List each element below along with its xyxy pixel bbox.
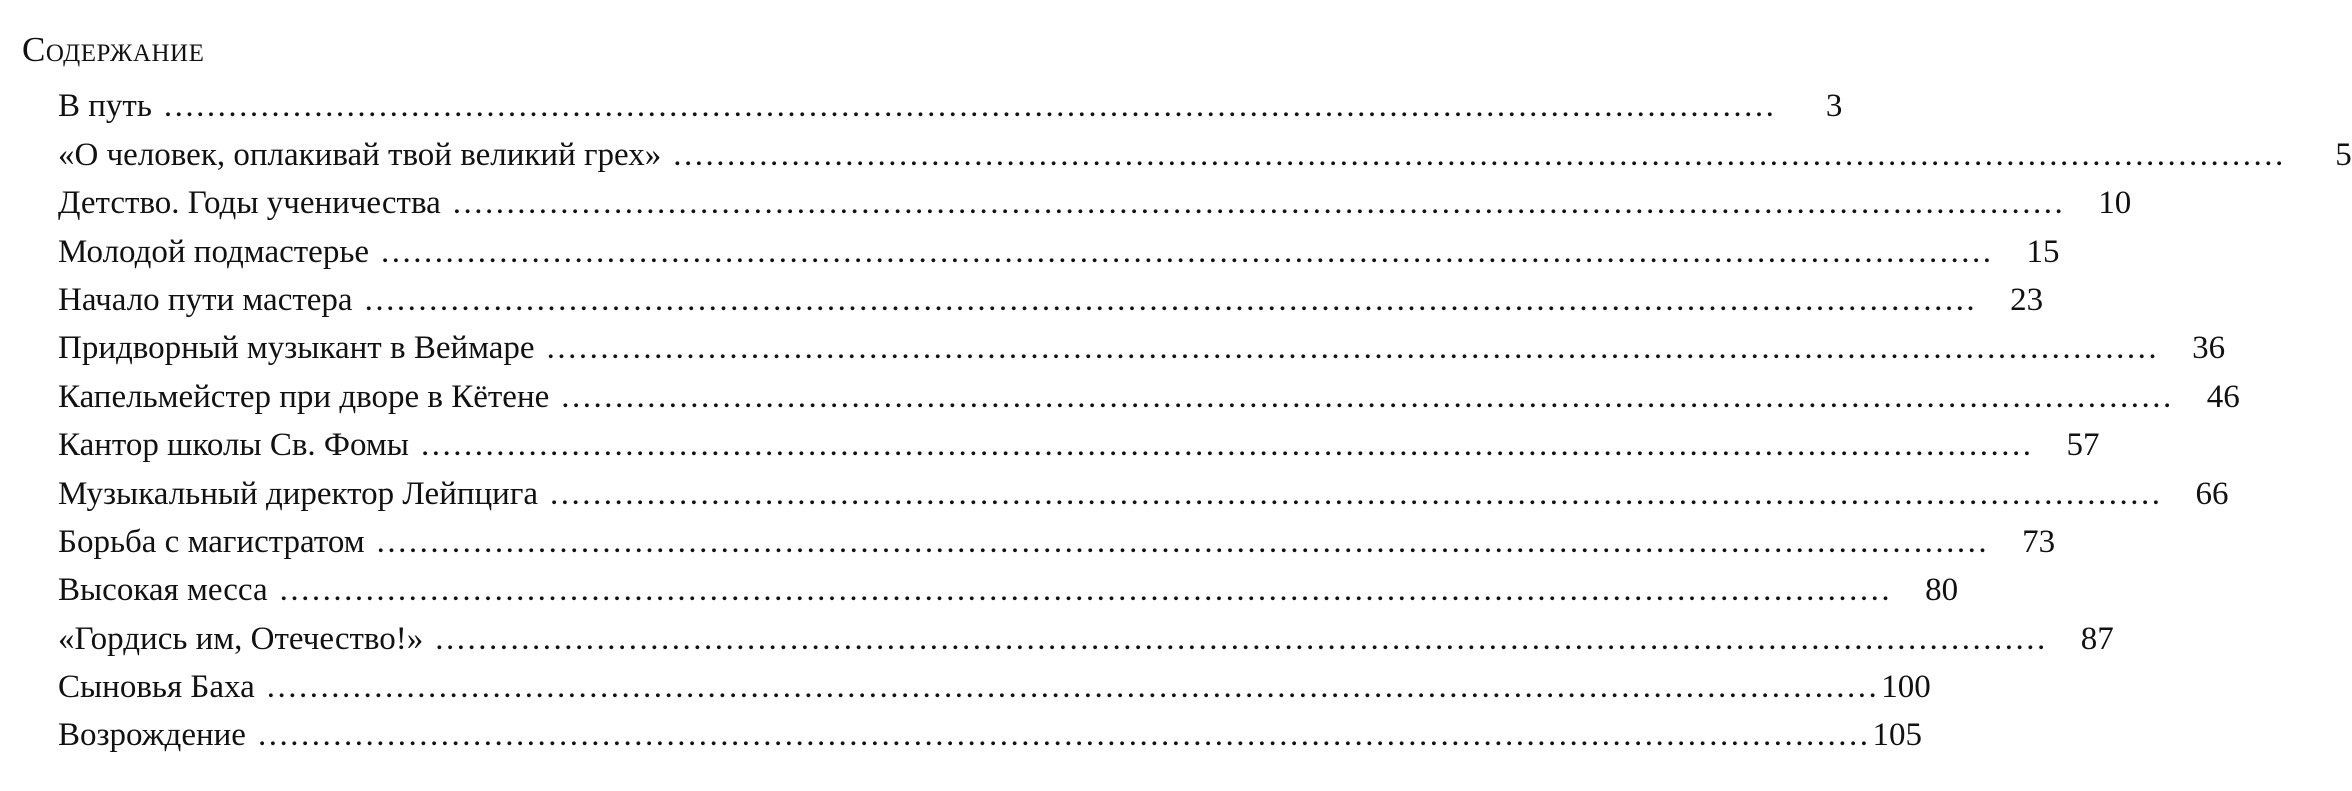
toc-page-number: 66 <box>2195 475 2229 512</box>
toc-page-number: 23 <box>2010 281 2044 318</box>
toc-page-number: 105 <box>1872 717 1922 754</box>
toc-entry[interactable] <box>58 562 1959 610</box>
toc-entry-title: Возрождение <box>58 717 246 754</box>
toc-entry[interactable] <box>58 514 2056 562</box>
toc-dot-leader: ...................................................................................................................................................... <box>163 88 1777 125</box>
toc-page-number: 73 <box>2022 523 2056 560</box>
toc-dot-leader: ...................................................................................................................................................... <box>435 620 2048 657</box>
toc-dot-leader: ...................................................................................................................................................... <box>546 330 2160 367</box>
toc-entry[interactable] <box>58 175 2132 223</box>
toc-dot-leader: ...................................................................................................................................................... <box>673 136 2286 173</box>
toc-entry-title: В путь <box>58 88 152 125</box>
toc-entry-title: Борьба с магистратом <box>58 523 365 560</box>
toc-entry-title: Высокая месса <box>58 572 268 609</box>
toc-dot-leader: ...................................................................................................................................................... <box>550 475 2163 512</box>
toc-entry[interactable] <box>58 465 2229 513</box>
toc-entry-title: «Гордись им, Отечество!» <box>58 620 424 657</box>
toc-entry[interactable] <box>58 78 1843 126</box>
toc-dot-leader: ...................................................................................................................................................... <box>364 281 1978 318</box>
toc-dot-leader: ...................................................................................................................................................... <box>420 427 2034 464</box>
toc-heading: Содержание <box>22 30 205 69</box>
toc-entry[interactable] <box>58 320 2226 368</box>
toc-dot-leader: ...................................................................................................................................................... <box>381 233 1994 270</box>
toc-page-number: 100 <box>1881 669 1931 706</box>
toc-page-number: 80 <box>1925 572 1959 609</box>
toc-entry[interactable] <box>58 272 2044 320</box>
toc-page-number: 10 <box>2098 185 2132 222</box>
toc-entry-title: Музыкальный директор Лейпцига <box>58 475 539 512</box>
toc-entry-title: Сыновья Баха <box>58 669 255 706</box>
toc-page-number: 15 <box>2026 233 2060 270</box>
toc-entry[interactable] <box>58 610 2114 658</box>
toc-page-number: 46 <box>2206 378 2240 415</box>
toc-entry-title: Начало пути мастера <box>58 281 353 318</box>
toc-page-number: 57 <box>2066 427 2100 464</box>
toc-list <box>58 78 2352 755</box>
toc-page-number: 5 <box>2335 136 2352 173</box>
toc-entry[interactable] <box>58 223 2060 271</box>
toc-entry-title: Кантор школы Св. Фомы <box>58 427 409 464</box>
toc-dot-leader: ...................................................................................................................................................... <box>266 669 1880 706</box>
toc-entry-title: Придворный музыкант в Веймаре <box>58 330 535 367</box>
toc-dot-leader: ...................................................................................................................................................... <box>452 185 2066 222</box>
toc-entry-title: Молодой подмастерье <box>58 233 370 270</box>
toc-entry[interactable] <box>58 659 1931 707</box>
toc-page-number: 3 <box>1825 88 1843 125</box>
toc-entry-title: Капельмейстер при дворе в Кётене <box>58 378 550 415</box>
toc-page-number: 87 <box>2080 620 2114 657</box>
toc-dot-leader: ...................................................................................................................................................... <box>257 717 1871 754</box>
toc-entry[interactable] <box>58 126 2352 174</box>
toc-page-number: 36 <box>2192 330 2226 367</box>
toc-entry-title: Детство. Годы ученичества <box>58 185 441 222</box>
toc-dot-leader: ...................................................................................................................................................... <box>279 572 1893 609</box>
toc-dot-leader: ...................................................................................................................................................... <box>376 523 1990 560</box>
toc-entry[interactable] <box>58 417 2100 465</box>
toc-dot-leader: ...................................................................................................................................................... <box>561 378 2174 415</box>
toc-entry[interactable] <box>58 368 2240 416</box>
toc-entry[interactable] <box>58 707 1922 755</box>
toc-entry-title: «О человек, оплакивай твой великий грех» <box>58 136 662 173</box>
